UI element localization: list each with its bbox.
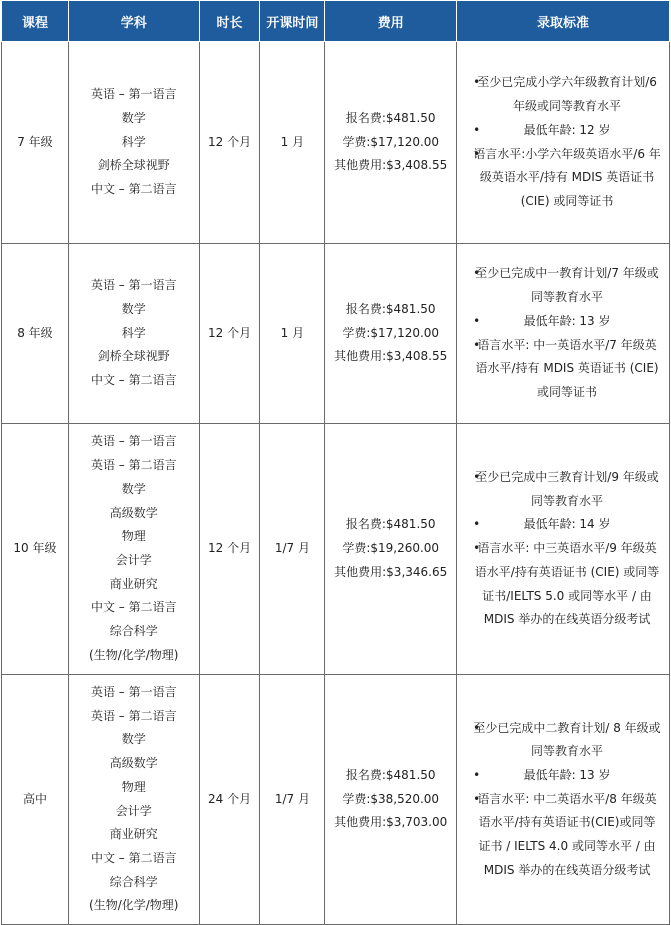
table-row: [2, 244, 670, 424]
subject-item: 中文 – 第二语言: [90, 373, 177, 388]
course-cell: 高中: [2, 675, 69, 925]
criteria-item: • 至少已完成中一教育计划/7 年级或同等教育水平: [471, 262, 663, 309]
fee-item: 其他费用:$3,408.55: [334, 349, 448, 364]
criteria-item: • 最低年龄: 13 岁: [471, 764, 663, 788]
subject-item: 数学: [121, 110, 146, 125]
start-cell: 1 月: [260, 42, 325, 244]
criteria-item: • 语言水平: 中三英语水平/9 年级英语水平/持有英语证书 (CIE) 或同等证书/IELTS 5.0 或同等水平 / 由 MDIS 举办的在线英语分级考试: [471, 537, 663, 632]
subject-item: 英语 – 第一语言: [90, 278, 177, 293]
subject-cell: [68, 424, 199, 675]
duration-cell: 24 个月: [199, 675, 260, 925]
criteria-list: [471, 466, 663, 632]
subject-item: 商业研究: [109, 827, 158, 842]
subject-item: 科学: [121, 134, 146, 149]
fee-item: 学费:$38,520.00: [342, 791, 440, 806]
subject-item: 英语 – 第二语言: [90, 708, 177, 723]
subject-item: 高级数学: [109, 505, 158, 520]
subject-item: 中文 – 第二语言: [90, 600, 177, 615]
fee-item: 报名费:$481.50: [345, 110, 436, 125]
subject-item: 英语 – 第一语言: [90, 434, 177, 449]
table-row: [2, 424, 670, 675]
subject-item: 综合科学: [109, 624, 158, 639]
criteria-cell: [457, 244, 670, 424]
subject-item: 数学: [121, 481, 146, 496]
subject-item: (生物/化学/物理): [89, 647, 179, 662]
subject-item: 会计学: [115, 803, 152, 818]
start-cell: 1/7 月: [260, 675, 325, 925]
subject-item: 中文 – 第二语言: [90, 182, 177, 197]
subject-cell: [68, 42, 199, 244]
criteria-item: • 最低年龄: 14 岁: [471, 513, 663, 537]
start-cell: 1 月: [260, 244, 325, 424]
subject-item: (生物/化学/物理): [89, 898, 179, 913]
table-row: [2, 675, 670, 925]
criteria-item: • 至少已完成小学六年级教育计划/6 年级或同等教育水平: [471, 71, 663, 118]
subject-item: 剑桥全球视野: [97, 158, 170, 173]
criteria-list: [471, 71, 663, 213]
course-cell: 7 年级: [2, 42, 69, 244]
subject-item: 高级数学: [109, 756, 158, 771]
fee-item: 报名费:$481.50: [345, 301, 436, 316]
fee-cell: [325, 675, 457, 925]
subject-cell: [68, 244, 199, 424]
subject-item: 数学: [121, 301, 146, 316]
course-table: [1, 0, 670, 925]
fee-item: 其他费用:$3,703.00: [334, 815, 448, 830]
subject-item: 剑桥全球视野: [97, 349, 170, 364]
fee-item: 其他费用:$3,346.65: [334, 564, 448, 579]
header-fee: 费用: [325, 1, 457, 42]
fee-cell: [325, 42, 457, 244]
criteria-item: • 最低年龄: 13 岁: [471, 310, 663, 334]
fee-item: 报名费:$481.50: [345, 767, 436, 782]
criteria-item: • 至少已完成中二教育计划/ 8 年级或同等教育水平: [471, 717, 663, 764]
course-cell: 8 年级: [2, 244, 69, 424]
duration-cell: 12 个月: [199, 244, 260, 424]
fee-item: 报名费:$481.50: [345, 517, 436, 532]
subject-item: 数学: [121, 732, 146, 747]
subject-item: 英语 – 第一语言: [90, 87, 177, 102]
fee-cell: [325, 244, 457, 424]
header-subject: 学科: [68, 1, 199, 42]
criteria-item: • 语言水平: 中一英语水平/7 年级英语水平/持有 MDIS 英语证书 (CIE) 或同等证书: [471, 334, 663, 405]
course-cell: 10 年级: [2, 424, 69, 675]
subject-item: 科学: [121, 325, 146, 340]
subject-cell: [68, 675, 199, 925]
header-duration: 时长: [199, 1, 260, 42]
header-criteria: 录取标准: [457, 1, 670, 42]
criteria-list: [471, 262, 663, 404]
fee-item: 学费:$17,120.00: [342, 134, 440, 149]
criteria-cell: [457, 42, 670, 244]
criteria-list: [471, 717, 663, 883]
subject-item: 商业研究: [109, 576, 158, 591]
criteria-item: • 语言水平: 中二英语水平/8 年级英语水平/持有英语证书(CIE)或同等证书 / IELTS 4.0 或同等水平 / 由 MDIS 举办的在线英语分级考试: [471, 788, 663, 883]
subject-item: 中文 – 第二语言: [90, 850, 177, 865]
criteria-item: • 至少已完成中三教育计划/9 年级或同等教育水平: [471, 466, 663, 513]
table-body: [2, 42, 670, 925]
duration-cell: 12 个月: [199, 424, 260, 675]
table-row: [2, 42, 670, 244]
criteria-item: • 语言水平:小学六年级英语水平/6 年级英语水平/持有 MDIS 英语证书 (CIE) 或同等证书: [471, 143, 663, 214]
fee-item: 学费:$17,120.00: [342, 325, 440, 340]
fee-item: 学费:$19,260.00: [342, 541, 440, 556]
subject-item: 物理: [121, 529, 146, 544]
criteria-cell: [457, 675, 670, 925]
criteria-item: • 最低年龄: 12 岁: [471, 119, 663, 143]
duration-cell: 12 个月: [199, 42, 260, 244]
subject-item: 英语 – 第一语言: [90, 684, 177, 699]
subject-item: 会计学: [115, 553, 152, 567]
header-course: 课程: [2, 1, 69, 42]
subject-item: 综合科学: [109, 874, 158, 889]
table-header-row: [2, 1, 670, 42]
start-cell: 1/7 月: [260, 424, 325, 675]
subject-item: 物理: [121, 779, 146, 794]
fee-cell: [325, 424, 457, 675]
criteria-cell: [457, 424, 670, 675]
header-start: 开课时间: [260, 1, 325, 42]
subject-item: 英语 – 第二语言: [90, 458, 177, 473]
fee-item: 其他费用:$3,408.55: [334, 158, 448, 173]
